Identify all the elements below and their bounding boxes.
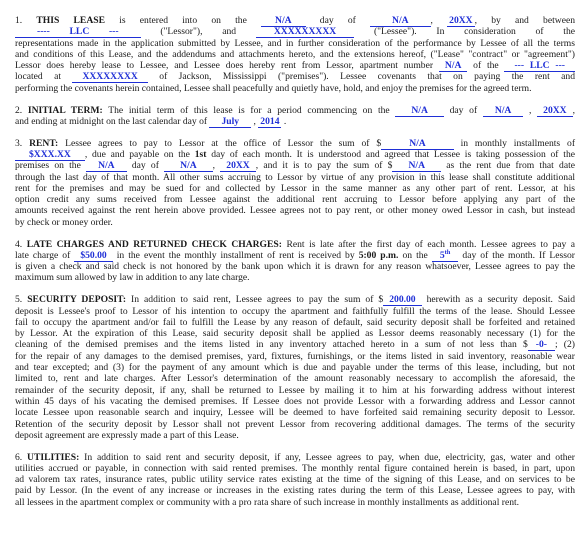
line: performing the covenants herein contained, Lessee shall peacefully and quietly have, hold, and enjoy the premises for the agreed term.: [15, 82, 532, 94]
text: ,: [572, 104, 576, 116]
line: [15, 250, 575, 261]
address-field: XXXXXXXX: [72, 71, 147, 83]
start-year-field: 20XX: [537, 105, 572, 117]
text: in monthly installments of: [453, 137, 576, 149]
lessor-name-field: ---- LLC ---: [15, 26, 141, 38]
prorated-rent-field: N/A: [392, 160, 441, 172]
late-day-field: [432, 250, 459, 262]
cleaning-sum-field: -0-: [528, 339, 555, 351]
section-heading: LATE CHARGES AND RETURNED CHECK CHARGES:: [26, 238, 282, 250]
text: located at: [15, 71, 73, 83]
line: [15, 15, 575, 26]
day-field: N/A: [261, 15, 306, 27]
text: 3.: [15, 137, 30, 149]
month-field: N/A: [370, 15, 431, 27]
due-day: 1st: [194, 148, 207, 160]
text: , and it is to pay the sum of $: [255, 160, 393, 172]
line: remainder of the security deposit, if any, shall be returned to Lessee by mailing it to him at his forwarding address without interest: [15, 384, 575, 396]
text: ,: [523, 104, 538, 116]
text: of the: [467, 60, 505, 72]
possession-month-field: N/A: [164, 160, 213, 172]
section-initial-term: [15, 105, 575, 128]
line: [15, 149, 575, 160]
line: [15, 105, 575, 116]
line: rent for the premises and may be sued for and collected by Lessor in the same manner as any other part of rent. Lessor, at his: [15, 182, 575, 194]
section-utilities: [15, 452, 575, 508]
text: herewith as a security deposit. Said: [421, 294, 575, 306]
apartment-number-field: N/A: [439, 60, 468, 72]
line: and conditions of this Lease, and the addendums and attachments hereto, and the extensions hereof, ("Lease" "contract" or "agreement"): [15, 48, 575, 60]
text: ; (2): [554, 339, 575, 351]
deadline-time: 5:00 p.m.: [358, 249, 399, 261]
start-day-field: N/A: [395, 105, 444, 117]
text: on the: [398, 249, 432, 261]
section-heading: THIS LEASE: [36, 15, 105, 26]
text: day of each month. It is understood and agreed that Lessee is taking possession of the: [206, 148, 575, 160]
line: all lessees in the apartment complex or community with a pro rata share of such increase in monthly installments as additional rent.: [15, 496, 520, 508]
text: 2.: [15, 104, 28, 116]
text: cleaning of the demised premises and the items listed in any inventory attached hereto in a sum of not less than $: [15, 339, 528, 351]
text: Rent is late after the first day of each month. Lessee agrees to pay a: [281, 238, 576, 250]
text: Lessee agrees to pay to Lessor at the office of Lessor the sum of $: [58, 137, 382, 149]
line: through the last day of that month. All other sums accruing to Lessor by virtue of any provision in this lease shall constitute additional: [15, 171, 575, 183]
late-day-number: 5: [439, 249, 445, 261]
text: ("Lessee"). In consideration of the: [354, 26, 576, 38]
line: and tear excepted; and (3) for the payment of any amount which is due and payable under the terms of this lease, including, but not: [15, 362, 575, 374]
line: deposit is Lessee's proof to Lessor of his intention to occupy the apartment and faithfully fulfill the terms of the lease. Should Lessee: [15, 305, 575, 317]
line: [15, 339, 575, 350]
section-lease-parties: [15, 15, 575, 94]
text: day of the month. If Lessor: [458, 249, 575, 261]
line: representations made in the application submitted by Lessee, and in further consideration of the performance by Lessee of all the terms: [15, 37, 575, 49]
text: of Jackson, Mississippi ("premises"). Lessee covenants that on paying the rent and: [147, 71, 575, 83]
text: 6.: [15, 451, 28, 463]
section-security-deposit: [15, 294, 575, 441]
ordinal-suffix: th: [444, 248, 451, 256]
line: [15, 116, 575, 127]
line: [15, 452, 575, 463]
end-month-field: July: [209, 116, 251, 128]
line: utilities accrued or payable, in connection with said rented premises. The monthly rental figure contained herein is based, in part, upon: [15, 462, 575, 474]
possession-day-field: N/A: [86, 160, 127, 172]
line: deposit agreement are expressly made a part of this Lease.: [15, 429, 239, 441]
line: Retention of the security deposit by Lessor shall not prevent Lessor from recovering additional damages. The terms of the security: [15, 418, 575, 430]
deposit-amount-field: 200.00: [383, 294, 421, 306]
line: [15, 71, 575, 82]
rent-total-field: N/A: [381, 138, 454, 150]
text: and ending at midnight on the last calendar day of: [15, 115, 210, 127]
line: [15, 26, 575, 37]
line: limited to, rent and late charges. After Lessor's determination of the amount reasonably necessary to accomplish the aforesaid, the: [15, 373, 575, 385]
text: day of: [443, 104, 483, 116]
monthly-installment-field: $XXX.XX: [15, 149, 85, 161]
section-heading: INITIAL TERM:: [27, 104, 103, 116]
text: , due and payable on the: [84, 148, 195, 160]
section-rent: [15, 138, 575, 228]
section-heading: UTILITIES:: [27, 451, 80, 463]
text: In addition to said rent and security deposit, if any, Lessee agrees to pay, when due, electricity, gas, water and other: [79, 451, 576, 463]
text: premises on the: [15, 160, 87, 172]
line: by check or money order.: [15, 216, 113, 228]
text: ,: [251, 115, 259, 127]
text: 1.: [15, 15, 37, 26]
text: late charge of: [15, 249, 75, 261]
line: fail to occupy the apartment and/or fail to fulfill the Lease by any reason of default, said security deposit shall be forfeited and retained: [15, 316, 575, 328]
text: ("Lessor"), and: [140, 26, 256, 38]
line: [15, 160, 575, 171]
late-charge-field: $50.00: [74, 250, 112, 262]
property-name-field: --- LLC ---: [504, 60, 575, 72]
start-month-field: N/A: [483, 105, 524, 117]
lessee-name-field: XXXXXXXXX: [256, 26, 354, 38]
text: day of: [305, 15, 371, 26]
text: .: [281, 115, 287, 127]
section-heading: SECURITY DEPOSIT:: [27, 294, 127, 306]
possession-year-field: 20XX: [220, 160, 255, 172]
text: 4.: [15, 238, 27, 250]
text: Lessor does hereby lease to Lessee, and Lessee does hereby rent from Lessor, apartment number: [15, 60, 439, 72]
line: [15, 60, 575, 71]
year-field: 20XX: [449, 15, 473, 26]
line: [15, 239, 575, 250]
line: is given a check and said check is not honored by the bank upon which it is drawn for any reason whatsoever, Lessee agrees to pay the: [15, 261, 575, 273]
line: option credit any sums received from Lessee against the additional rent accruing to Lessor before applying any part of the: [15, 194, 575, 206]
text: ,: [430, 15, 448, 26]
section-late-charges: [15, 239, 575, 284]
text: In addition to said rent, Lessee agrees to pay the sum of $: [126, 294, 384, 306]
line: by Lessor. At the expiration of this Lease, said security deposit shall be applied as Lessor deems reasonably necessary (1) for the: [15, 328, 575, 340]
text: The initial term of this lease is for a period commencing on the: [102, 104, 396, 116]
line: amounts received against the rent herein above provided. Lessee agrees not to pay rent, or other money owed Lessor in cash, but instead: [15, 205, 575, 217]
text: as the rent due from that date: [441, 160, 576, 172]
text: ,: [212, 160, 221, 172]
text: day of: [126, 160, 165, 172]
line: within 45 days of his vacating the demised premises. If Lessee does not provide Lessor with a forwarding address and Lessor cannot: [15, 395, 575, 407]
line: ad valorem tax rates, insurance rates, public utility service rates existing at the time of the signing of this Lease, and on services to be: [15, 474, 575, 486]
text: in the event the monthly installment of rent is received by: [112, 249, 359, 261]
line: [15, 138, 575, 149]
line: [15, 294, 575, 305]
text: is entered into on the: [105, 15, 262, 26]
line: paid by Lessor. (In the event of any increase or increases in the existing rates during the term of this Lease, Lessee agrees to pay, with: [15, 485, 575, 497]
line: maximum sum allowed by law in addition to any late charge.: [15, 272, 250, 284]
end-year-field: 2014: [260, 115, 280, 127]
text: , by and between: [474, 15, 576, 26]
text: 5.: [15, 294, 28, 306]
line: for the repair of any damages to the demised premises, yard, fixtures, furnishings, or the items listed in said inventory, reasonable wear: [15, 350, 575, 362]
line: locate Lessee upon reasonable search and inquiry, Lessee will be deemed to have forfeited said remaining security deposit to Lessor.: [15, 407, 575, 419]
section-heading: RENT:: [29, 137, 59, 149]
